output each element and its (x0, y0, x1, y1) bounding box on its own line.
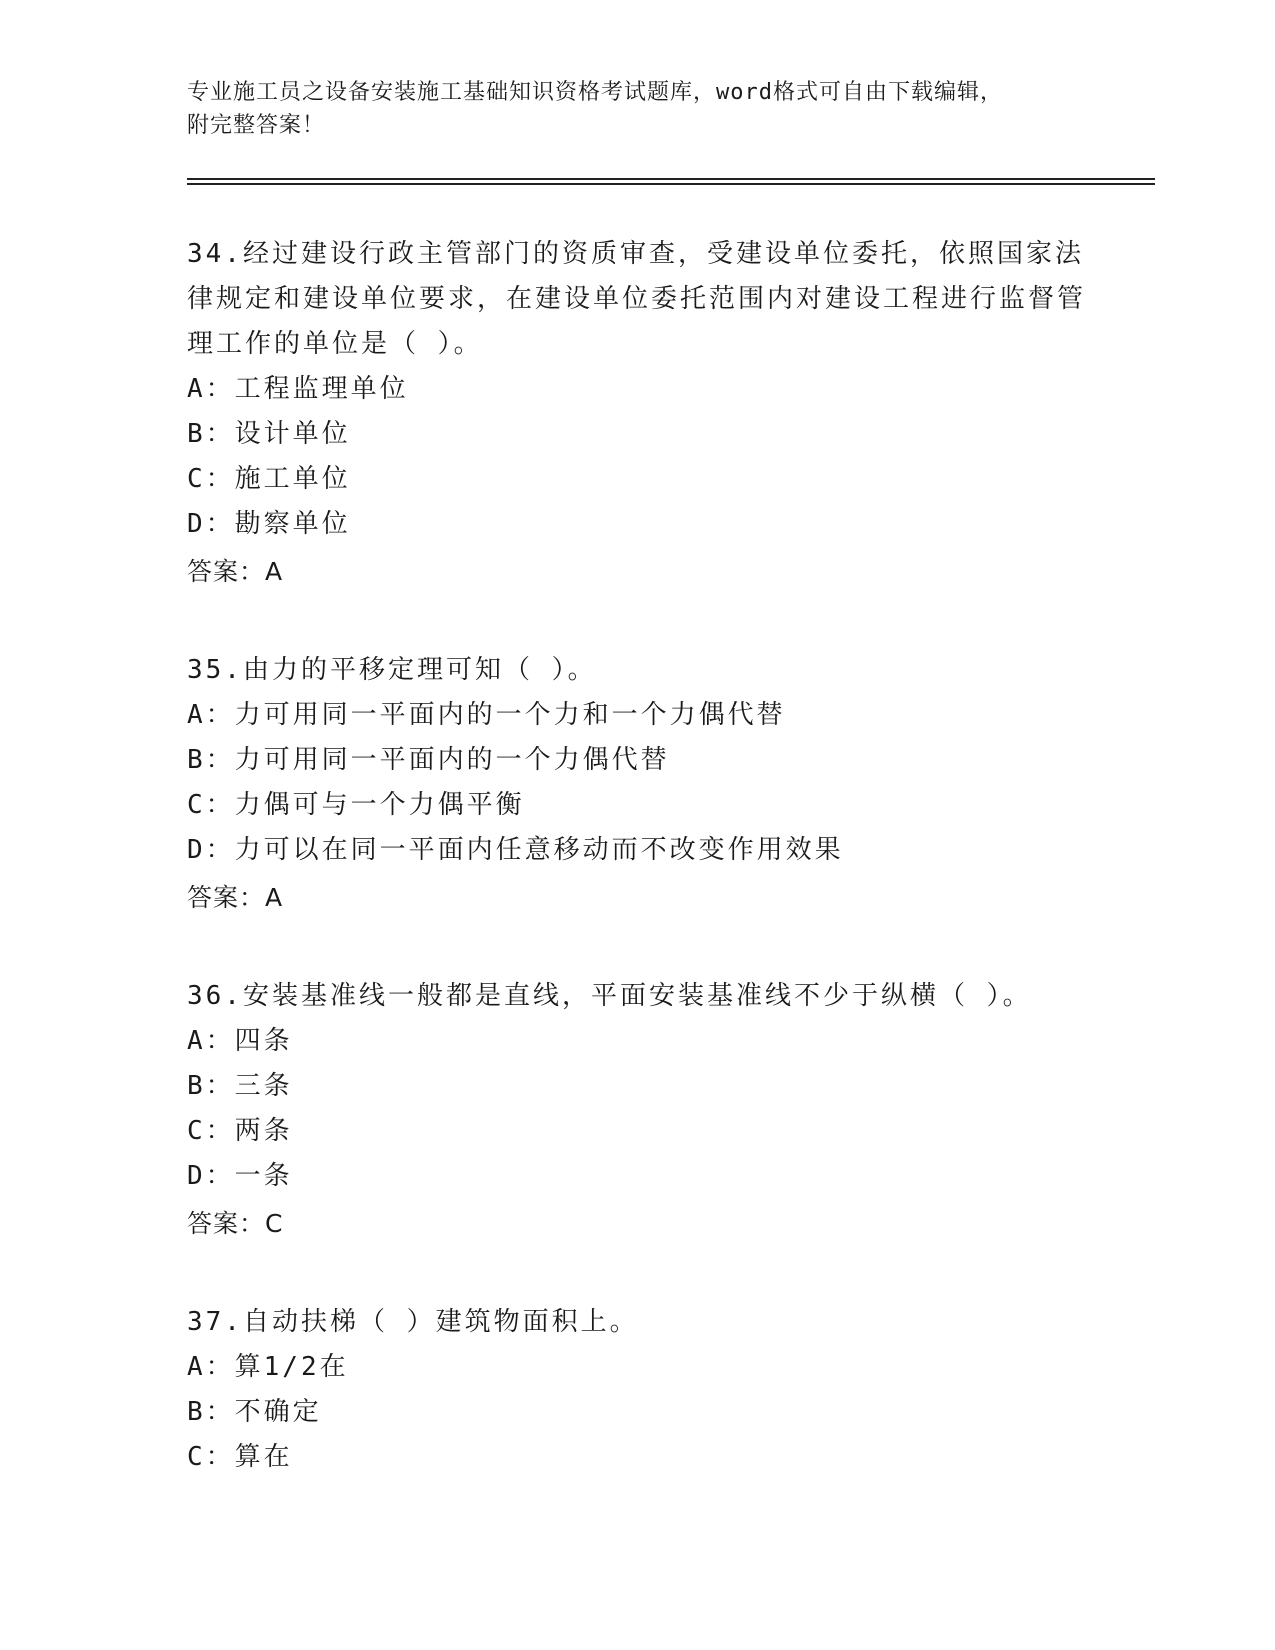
question-37 (187, 1300, 1087, 1480)
option-c: C：施工单位 (187, 464, 351, 494)
header-line-2: 附完整答案！ (187, 113, 326, 138)
question-stem: 36.安装基准线一般都是直线，平面安装基准线不少于纵横（ ）。 (187, 981, 1032, 1011)
document-header (187, 76, 1087, 142)
answer: 答案：C (187, 1209, 284, 1238)
question-stem: 34.经过建设行政主管部门的资质审查，受建设单位委托，依照国家法律规定和建设单位要求，在建设单位委托范围内对建设工程进行监督管理工作的单位是（ ）。 (187, 239, 1087, 359)
question-list (187, 232, 1087, 1534)
option-a: A：工程监理单位 (187, 374, 409, 404)
option-c: C：算在 (187, 1442, 293, 1472)
option-b: B：设计单位 (187, 419, 351, 449)
answer: 答案：A (187, 883, 284, 912)
option-a: A：算1/2在 (187, 1352, 349, 1382)
question-34 (187, 232, 1087, 594)
option-b: B：三条 (187, 1071, 293, 1101)
option-c: C：两条 (187, 1116, 293, 1146)
header-divider-top (187, 178, 1155, 180)
header-divider-bottom (187, 183, 1155, 185)
question-stem: 35.由力的平移定理可知（ ）。 (187, 655, 597, 685)
option-a: A：四条 (187, 1026, 293, 1056)
option-b: B：力可用同一平面内的一个力偶代替 (187, 745, 670, 775)
question-35 (187, 648, 1087, 920)
option-c: C：力偶可与一个力偶平衡 (187, 790, 525, 820)
question-36 (187, 974, 1087, 1246)
option-d: D：勘察单位 (187, 509, 351, 539)
option-a: A：力可用同一平面内的一个力和一个力偶代替 (187, 700, 786, 730)
answer: 答案：A (187, 557, 284, 586)
option-b: B：不确定 (187, 1397, 322, 1427)
option-d: D：力可以在同一平面内任意移动而不改变作用效果 (187, 835, 844, 865)
option-d: D：一条 (187, 1161, 293, 1191)
question-stem: 37.自动扶梯（ ）建筑物面积上。 (187, 1307, 639, 1337)
header-line-1: 专业施工员之设备安装施工基础知识资格考试题库，word格式可自由下载编辑， (187, 80, 1003, 105)
